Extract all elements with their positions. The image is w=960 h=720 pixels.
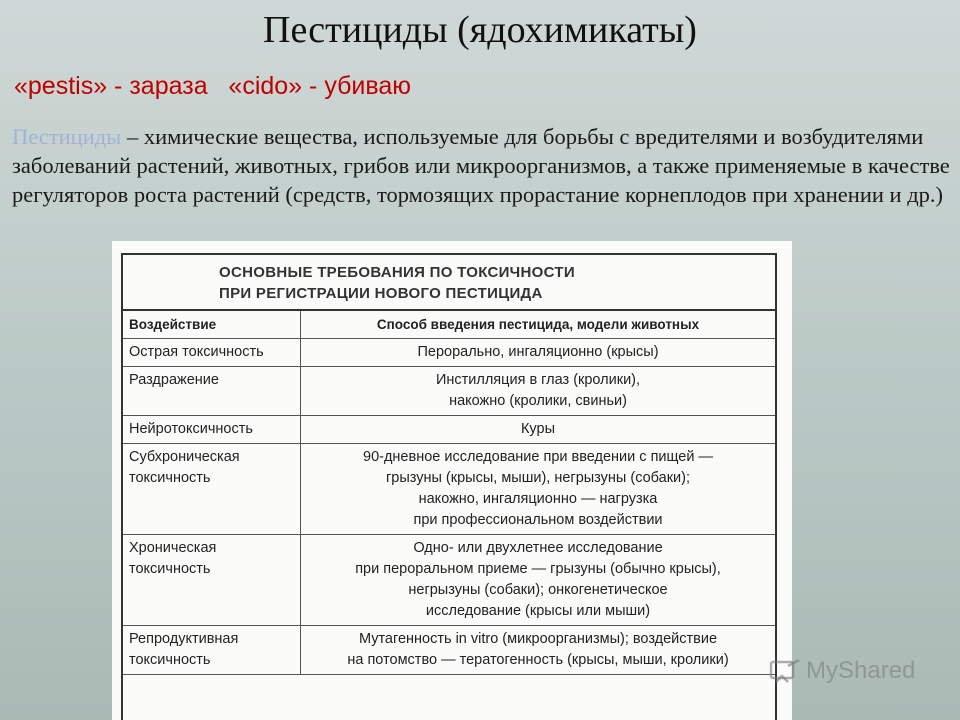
requirements-table-image: [112, 241, 792, 720]
cell-effect: [123, 416, 301, 443]
requirements-table: [121, 253, 777, 720]
definition-term: Пестициды: [12, 124, 122, 149]
table-caption-line: ОСНОВНЫЕ ТРЕБОВАНИЯ ПО ТОКСИЧНОСТИ: [219, 264, 575, 281]
cell-method: [301, 367, 775, 415]
cell-method: [301, 416, 775, 443]
table-body: [123, 339, 775, 675]
cell-line: токсичность: [129, 561, 211, 577]
cell-line: негрызуны (собаки); онкогенетическое: [408, 582, 668, 598]
table-row: [123, 444, 775, 535]
cell-method: [301, 444, 775, 534]
cell-line: Куры: [520, 421, 556, 437]
cell-line: 90-дневное исследование при введении с пищей —: [363, 449, 713, 465]
cell-effect: [123, 339, 301, 366]
watermark-text: MyShared: [806, 657, 916, 684]
table-caption-line: ПРИ РЕГИСТРАЦИИ НОВОГО ПЕСТИЦИДА: [219, 285, 543, 302]
cell-effect: [123, 626, 301, 674]
cell-line: накожно, ингаляционно — нагрузка: [418, 491, 658, 507]
cell-effect: [123, 535, 301, 625]
etymology-subtitle: «pestis» - зараза «cido» - убиваю: [14, 72, 412, 100]
cell-line: исследование (крысы или мыши): [425, 603, 651, 619]
cell-line: Перорально, ингаляционно (крысы): [417, 344, 659, 360]
watermark: [768, 656, 915, 686]
cell-line: грызуны (крысы, мыши), негрызуны (собаки);: [385, 470, 691, 486]
cell-line: Одно- или двухлетнее исследование: [413, 540, 663, 556]
header-method: Способ введения пестицида, модели животных: [376, 317, 700, 332]
table-header-row: [123, 311, 775, 339]
cell-method: [301, 339, 775, 366]
cell-line: Раздражение: [129, 372, 219, 388]
cell-effect: [123, 367, 301, 415]
myshared-logo-icon: [768, 656, 802, 686]
cell-line: Субхроническая: [129, 449, 240, 465]
cell-line: токсичность: [129, 470, 211, 486]
cell-line: Нейротоксичность: [129, 421, 253, 437]
slide-title: Пестициды (ядохимикаты): [263, 9, 697, 51]
definition-text: – химические вещества, используемые для борьбы с вредителями и возбудителями заболеваний растений, животных, грибов или микроорганизмов, а также применяемые в качестве регуляторов роста растений (средств, тормозящих прорастание корнеплодов при хранении и др.): [12, 124, 950, 207]
table-caption: [123, 255, 775, 311]
cell-line: Инстилляция в глаз (кролики),: [435, 372, 641, 388]
cell-effect: [123, 444, 301, 534]
cell-method: [301, 626, 775, 674]
definition-paragraph: [12, 122, 956, 209]
cell-line: при пероральном приеме — грызуны (обычно крысы),: [355, 561, 721, 577]
cell-line: Мутагенность in vitro (микроорганизмы); воздействие: [358, 631, 718, 647]
cell-line: накожно (кролики, свиньи): [449, 393, 627, 409]
cell-line: Острая токсичность: [129, 344, 264, 360]
cell-line: при профессиональном воздействии: [413, 512, 663, 528]
table-row: [123, 535, 775, 626]
cell-line: токсичность: [129, 652, 211, 668]
header-effect: Воздействие: [123, 311, 301, 338]
table-row: [123, 367, 775, 416]
table-row: [123, 339, 775, 367]
table-row: [123, 626, 775, 675]
cell-line: Репродуктивная: [129, 631, 239, 647]
table-row: [123, 416, 775, 444]
cell-method: [301, 535, 775, 625]
cell-line: Хроническая: [129, 540, 217, 556]
cell-line: на потомство — тератогенность (крысы, мыши, кролики): [347, 652, 729, 668]
